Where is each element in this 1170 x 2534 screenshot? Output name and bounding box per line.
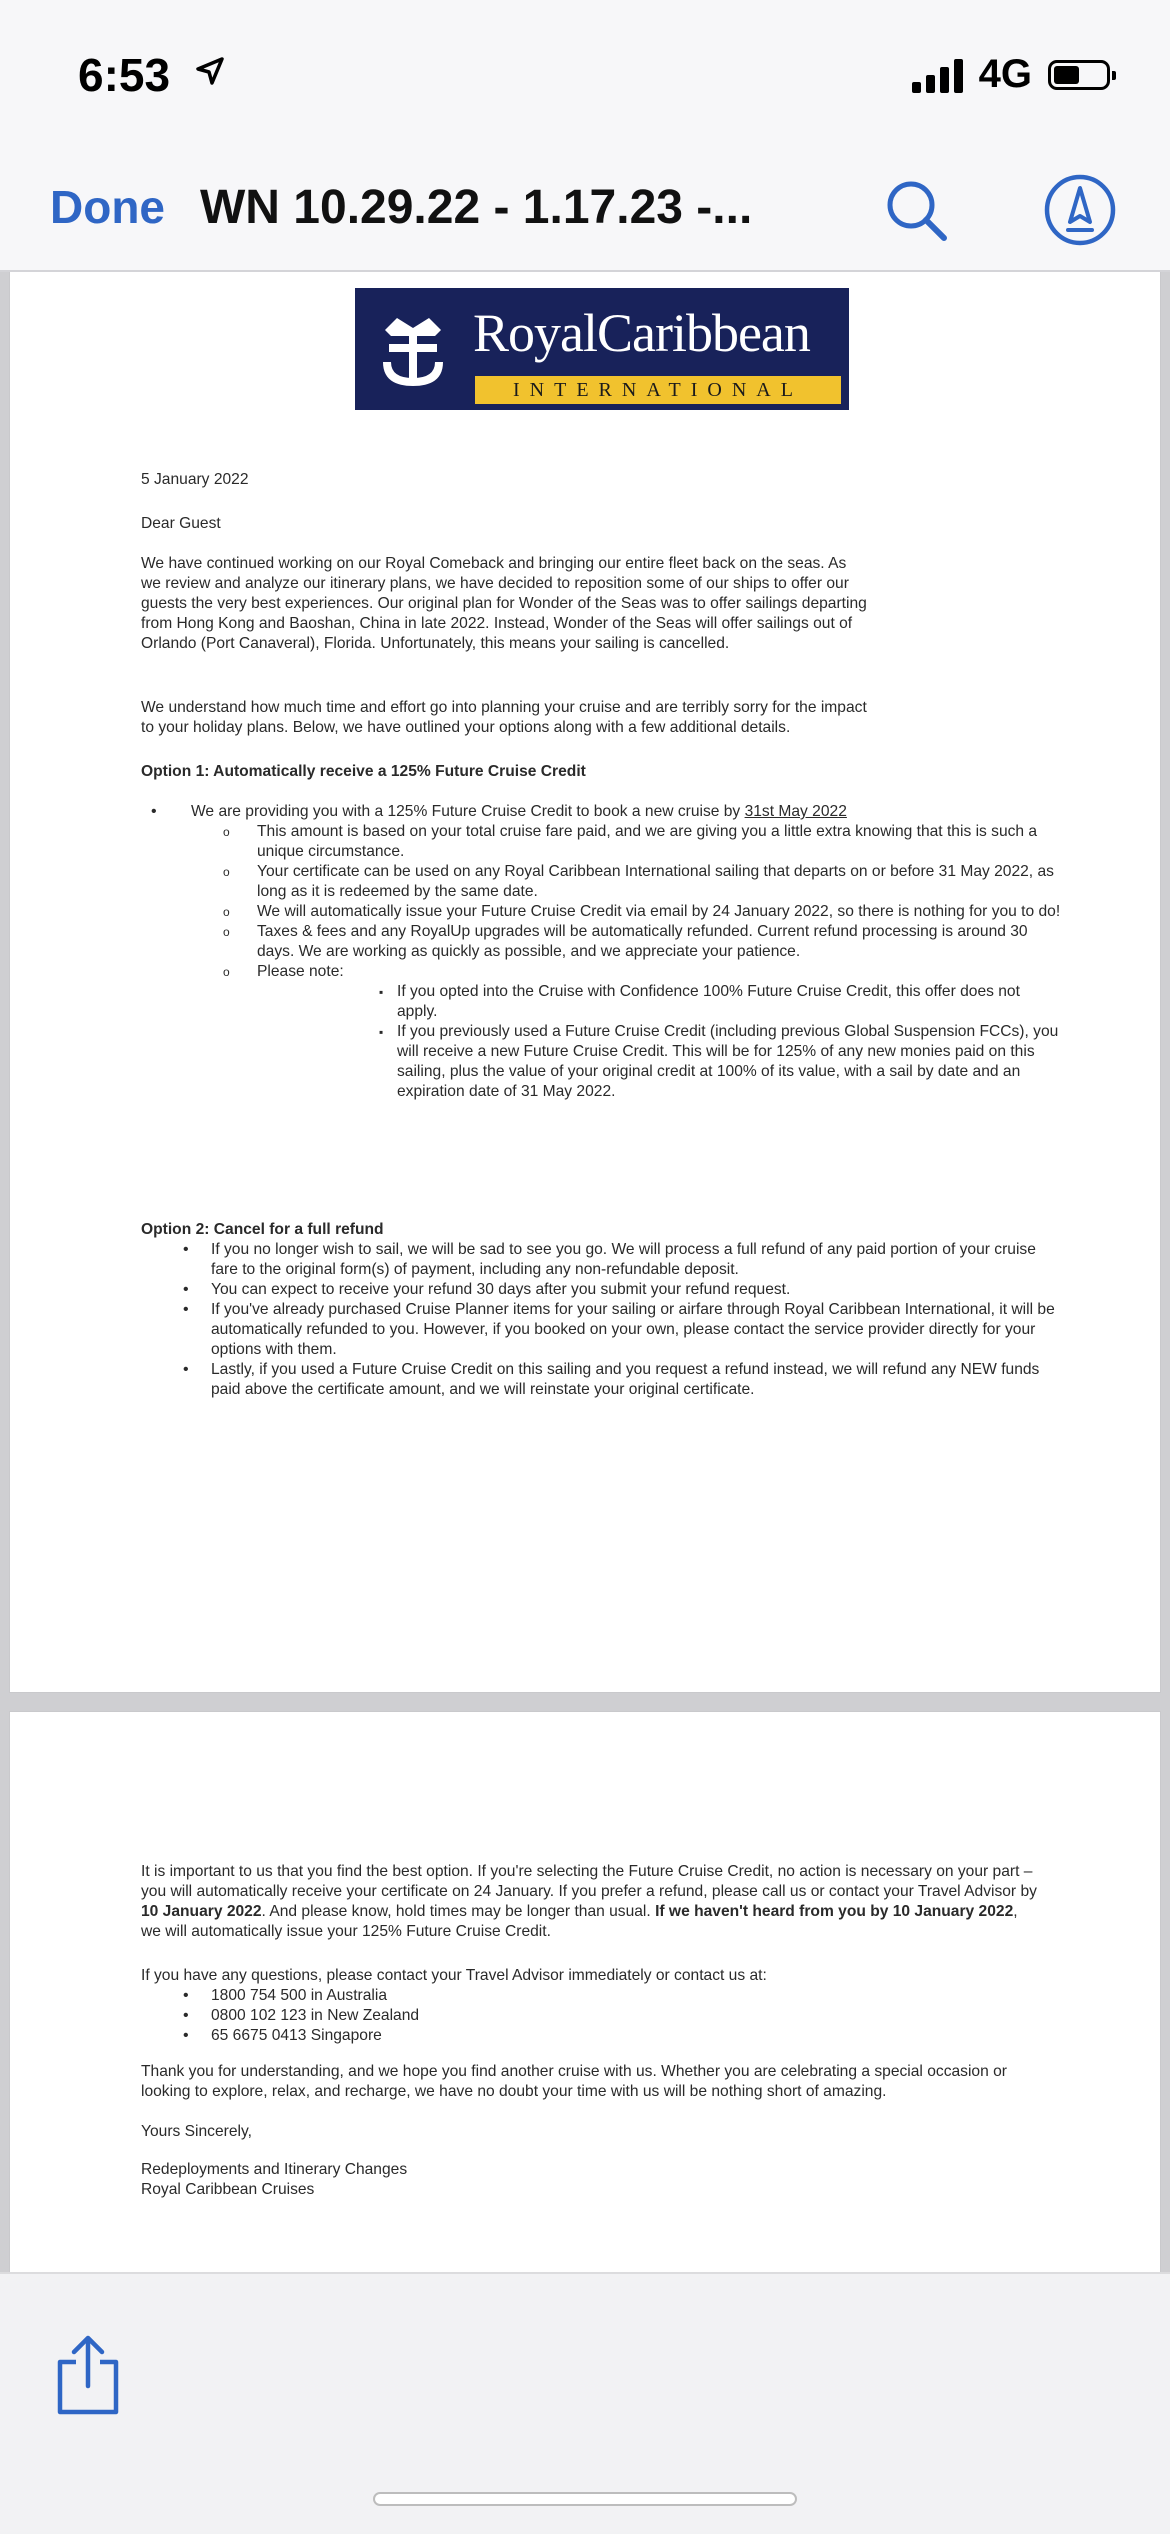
option2-section [141, 1220, 1061, 1400]
intro-paragraph [141, 554, 1041, 654]
share-icon[interactable] [52, 2334, 124, 2418]
list-item: • If you've already purchased Cruise Planner items for your sailing or airfare through Royal Caribbean International, it will be automatically refunded to you. However, if you booked on your own, please contact the service provider directly for your options with them. [141, 1300, 1061, 1360]
signoff: Yours Sincerely, [141, 2123, 252, 2140]
text-run: It is important to us that you find the best option. If you're selecting the Future Cruise Credit, no action is necessary on your part – you will automatically receive your certificate on 24 January. If you prefer a refund, please call us or contact your Travel Advisor by [141, 1863, 1037, 1900]
text-run-bold: 10 January 2022 [141, 1903, 262, 1920]
option1-heading: Option 1: Automatically receive a 125% Future Cruise Credit [141, 763, 586, 780]
cellular-signal-icon [912, 57, 963, 93]
markup-pen-icon[interactable] [1042, 172, 1118, 248]
location-arrow-icon [195, 56, 225, 86]
option1-deadline: 31st May 2022 [744, 803, 847, 820]
option1-bullet-text: We are providing you with a 125% Future Cruise Credit to book a new cruise by [191, 803, 745, 820]
list-item: o Your certificate can be used on any Royal Caribbean International sailing that departs on or before 31 May 2022, as long as it is redeemed by the same date. [191, 862, 1061, 902]
text-line: We have continued working on our Royal Comeback and bringing our entire fleet back on the seas. As [141, 555, 847, 572]
document-title: WN 10.29.22 - 1.17.23 -... [200, 181, 753, 234]
navigation-bar [0, 150, 1170, 272]
text-line: we review and analyze our itinerary plans, we have decided to reposition some of our ships to offer our [141, 575, 849, 592]
closing-paragraph: Thank you for understanding, and we hope you find another cruise with us. Whether you are celebrating a special occasion or looking to explore, relax, and recharge, we have no doubt your time with us will be nothing short of amazing. [141, 2063, 1007, 2100]
status-indicators [912, 52, 1110, 97]
text-line: to your holiday plans. Below, we have outlined your options along with a few additional details. [141, 719, 791, 736]
status-time: 6:53 [78, 49, 171, 101]
contact-phone: • 0800 102 123 in New Zealand [141, 2006, 1041, 2026]
pdf-page-1 [10, 272, 1160, 1692]
contact-intro: If you have any questions, please contact your Travel Advisor immediately or contact us at: [141, 1967, 767, 1984]
logo-band-text: INTERNATIONAL [513, 379, 803, 401]
network-type: 4G [978, 52, 1032, 96]
list-item: • Lastly, if you used a Future Cruise Credit on this sailing and you request a refund instead, we will refund any NEW funds paid above the certificate amount, and we will reinstate your original certificate. [141, 1360, 1061, 1400]
text-line: guests the very best experiences. Our original plan for Wonder of the Seas was to offer sailings departing [141, 595, 867, 612]
text-line: We understand how much time and effort go into planning your cruise and are terribly sorry for the impact [141, 699, 867, 716]
list-item: o This amount is based on your total cruise fare paid, and we are giving you a little extra knowing that this is such a unique circumstance. [191, 822, 1061, 862]
home-indicator[interactable] [373, 2492, 797, 2506]
crown-anchor-icon [365, 300, 461, 398]
contact-phone: • 1800 754 500 in Australia [141, 1986, 1041, 2006]
contact-phone: • 65 6675 0413 Singapore [141, 2026, 1041, 2046]
royal-caribbean-logo [355, 288, 849, 410]
list-item: o We will automatically issue your Future Cruise Credit via email by 24 January 2022, so there is nothing for you to do! [191, 902, 1061, 922]
list-item: ▪ If you opted into the Cruise with Confidence 100% Future Cruise Credit, this offer does not apply. [257, 982, 1061, 1022]
list-item: • You can expect to receive your refund 30 days after you submit your refund request. [141, 1280, 1061, 1300]
text-run-bold: If we haven't heard from you by 10 January 2022 [655, 1903, 1014, 1920]
list-item: ▪ If you previously used a Future Cruise Credit (including previous Global Suspension FCCs), you will receive a new Future Cruise Credit. This will be for 125% of any new monies paid on this sailing, plus the value of your original credit at 100% of its value, with a sail by date and an expiration date of 31 May 2022. [257, 1022, 1061, 1102]
battery-icon [1048, 60, 1110, 90]
search-icon[interactable] [878, 172, 954, 248]
list-item: • If you no longer wish to sail, we will be sad to see you go. We will process a full refund of any paid portion of your cruise fare to the original form(s) of payment, including any non-refundable deposit. [141, 1240, 1061, 1280]
contact-section [141, 1966, 1041, 2046]
action-paragraph [141, 1862, 1041, 1942]
text-run: . And please know, hold times may be longer than usual. [261, 1903, 656, 1920]
pdf-page-2 [10, 1712, 1160, 2272]
status-bar [0, 0, 1170, 150]
please-note-label: Please note: [257, 963, 344, 980]
text-line: from Hong Kong and Baoshan, China in late 2022. Instead, Wonder of the Seas will offer sailings out of [141, 615, 853, 632]
logo-band [475, 376, 841, 404]
text-run: , we will automatically issue your 125% Future Cruise Credit. [141, 1903, 1018, 1940]
text-line: Orlando (Port Canaveral), Florida. Unfortunately, this means your sailing is cancelled. [141, 635, 730, 652]
company-name: Royal Caribbean Cruises [141, 2181, 315, 2198]
option2-heading: Option 2: Cancel for a full refund [141, 1221, 384, 1238]
bottom-toolbar [0, 2272, 1170, 2534]
letter-salutation: Dear Guest [141, 515, 221, 532]
done-button[interactable]: Done [50, 181, 165, 233]
list-item [141, 802, 1061, 1102]
team-name: Redeployments and Itinerary Changes [141, 2161, 408, 2178]
apology-paragraph [141, 698, 1041, 738]
letter-date: 5 January 2022 [141, 471, 249, 488]
pdf-viewer[interactable] [0, 272, 1170, 2272]
list-item [191, 962, 1061, 1102]
option1-list [141, 802, 1061, 1102]
list-item: o Taxes & fees and any RoyalUp upgrades will be automatically refunded. Current refund processing is around 30 days. We are working as quickly as possible, and we appreciate your patience. [191, 922, 1061, 962]
signature-block [141, 2160, 407, 2200]
logo-brand-name: RoyalCaribbean [473, 303, 810, 363]
